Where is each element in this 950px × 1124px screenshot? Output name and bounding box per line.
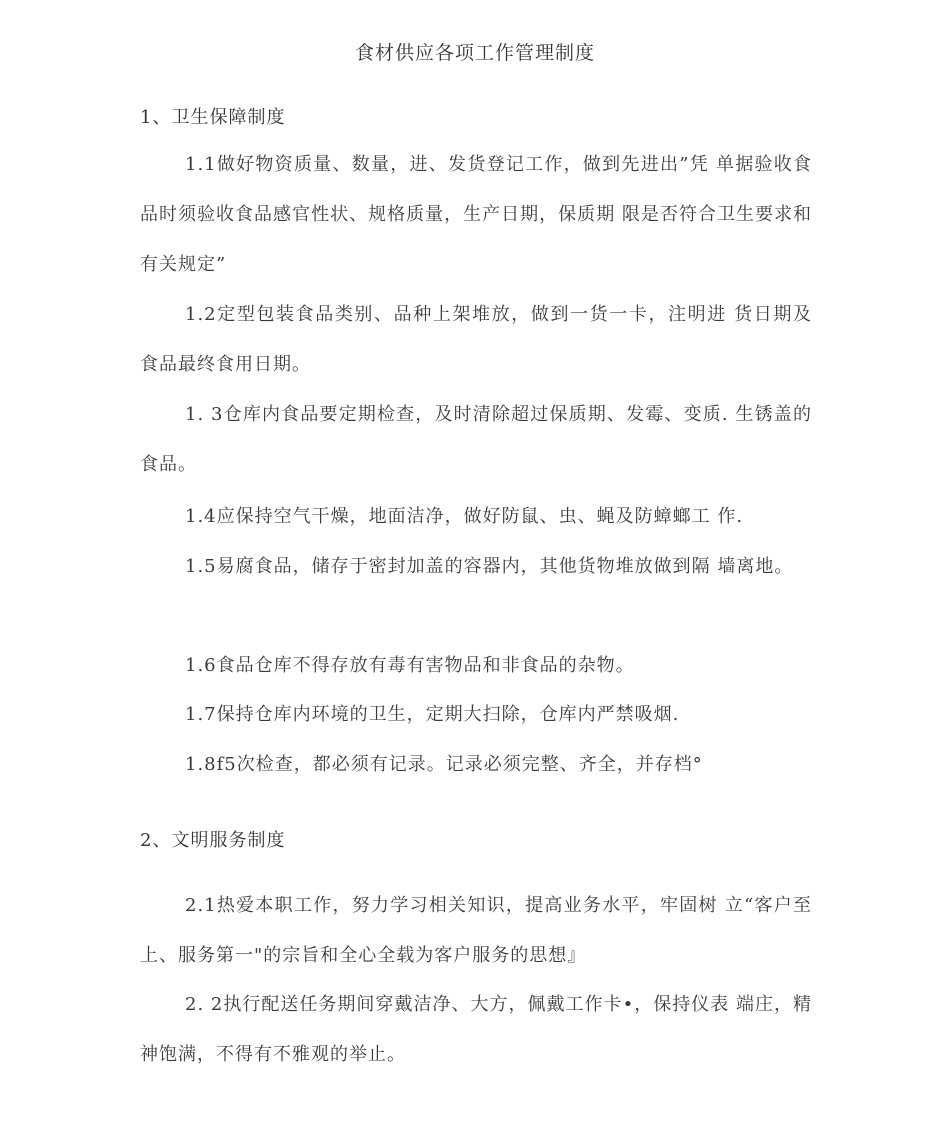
clause-1-7: 1.7保持仓库内环境的卫生，定期大扫除，仓库内严禁吸烟. [185,704,680,725]
clause-1-4: 1.4应保持空气干燥，地面洁净，做好防鼠、虫、蝇及防蟑螂工 作. [185,506,744,527]
clause-1-1: 1.1做好物资质量、数量，进、发货登记工作，做到先进出”凭 单据验收食品时须验收食品感官性状、规格质量，生产日期，保质期 限是否符合卫生要求和有关规定” [140,154,812,275]
clause-1-8: 1.8f5次检查，都必须有记录。记录必须完整、齐全，并存档° [185,754,703,775]
clause-1-6: 1.6食品仓库不得存放有毒有害物品和非食品的杂物。 [185,655,635,676]
document-title: 食材供应各项工作管理制度 [354,42,595,64]
clause-1-3: 1. 3仓库内食品要定期检查，及时清除超过保质期、发霉、变质. 生锈盖的食品。 [140,404,812,475]
section-heading-service: 2、文明服务制度 [140,830,286,851]
clause-1-2: 1.2定型包装食品类别、品种上架堆放，做到一货一卡，注明进 货日期及食品最终食用日期。 [140,304,812,375]
clause-2-1: 2.1热爱本职工作，努力学习相关知识，提高业务水平，牢固树 立“客户至上、服务第一"的宗旨和全心全载为客户服务的思想』 [140,895,812,966]
section-heading-hygiene: 1、卫生保障制度 [140,107,286,128]
clause-2-2: 2. 2执行配送任务期间穿戴洁净、大方，佩戴工作卡•，保持仪表 端庄，精神饱满，不得有不雅观的举止。 [140,994,812,1065]
clause-1-5: 1.5易腐食品，储存于密封加盖的容器内，其他货物堆放做到隔 墙离地。 [185,556,794,577]
